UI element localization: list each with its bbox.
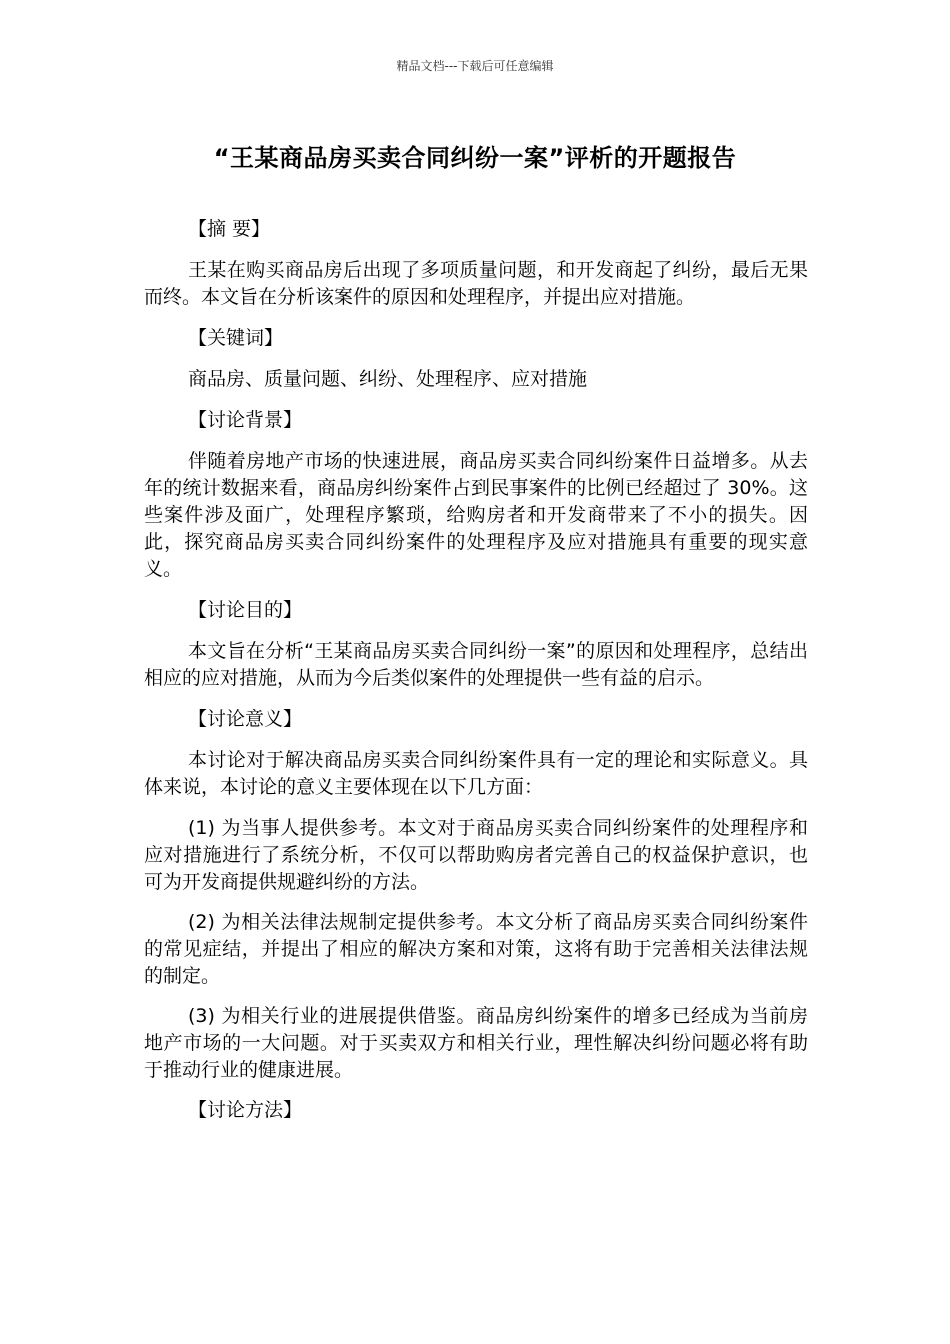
purpose-text: 本文旨在分析“王某商品房买卖合同纠纷一案”的原因和处理程序，总结出相应的应对措施，从而为今后类似案件的处理提供一些有益的启示。: [144, 640, 808, 689]
purpose-heading: 【讨论目的】: [188, 599, 303, 621]
significance-list: [144, 815, 808, 1084]
list-item: (1) 为当事人提供参考。本文对于商品房买卖合同纠纷案件的处理程序和应对措施进行了系统分析，不仅可以帮助购房者完善自己的权益保护意识，也可为开发商提供规避纠纷的方法。: [144, 817, 808, 893]
abstract-heading: 【摘 要】: [188, 218, 271, 240]
keywords-text: 商品房、质量问题、纠纷、处理程序、应对措施: [188, 368, 588, 390]
header-note: 精品文档---下载后可任意编辑: [396, 59, 554, 73]
page-title: “王某商品房买卖合同纠纷一案”评析的开题报告: [213, 144, 737, 172]
keywords-heading: 【关键词】: [188, 327, 284, 349]
significance-text: 本讨论对于解决商品房买卖合同纠纷案件具有一定的理论和实际意义。具体来说，本讨论的意义主要体现在以下几方面：: [144, 749, 808, 798]
abstract-text: 王某在购买商品房后出现了多项质量问题，和开发商起了纠纷，最后无果而终。本文旨在分析该案件的原因和处理程序，并提出应对措施。: [144, 259, 808, 308]
background-heading: 【讨论背景】: [188, 409, 303, 431]
background-text: 伴随着房地产市场的快速进展，商品房买卖合同纠纷案件日益增多。从去年的统计数据来看，商品房纠纷案件占到民事案件的比例已经超过了 30%。这些案件涉及面广，处理程序繁琐，给购房者和开发商带来了不小的损失。因此，探究商品房买卖合同纠纷案件的处理程序及应对措施具有重要的现实意义。: [144, 450, 808, 580]
document-body: [144, 216, 808, 1138]
list-item: (2) 为相关法律法规制定提供参考。本文分析了商品房买卖合同纠纷案件的常见症结，并提出了相应的解决方案和对策，这将有助于完善相关法律法规的制定。: [144, 911, 808, 987]
significance-heading: 【讨论意义】: [188, 708, 303, 730]
list-item: (3) 为相关行业的进展提供借鉴。商品房纠纷案件的增多已经成为当前房地产市场的一大问题。对于买卖双方和相关行业，理性解决纠纷问题必将有助于推动行业的健康进展。: [144, 1005, 808, 1081]
methods-heading: 【讨论方法】: [188, 1099, 303, 1121]
